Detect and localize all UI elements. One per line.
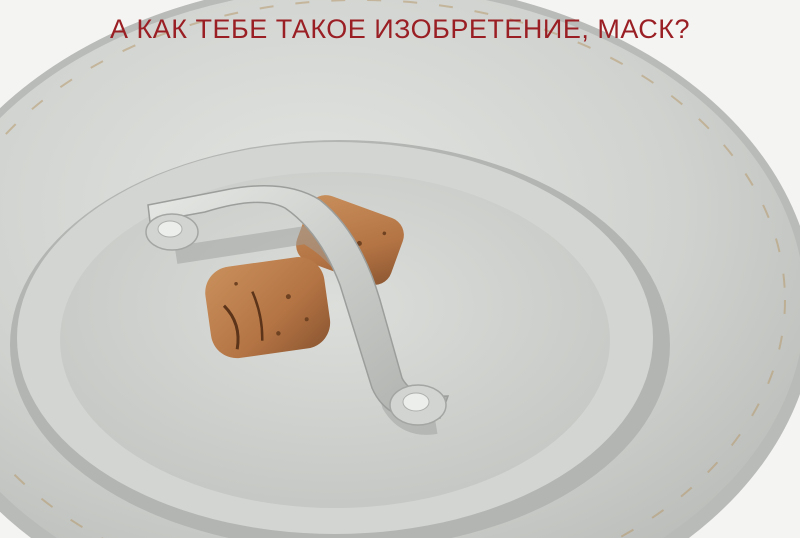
- meme-caption: А КАК ТЕБЕ ТАКОЕ ИЗОБРЕТЕНИЕ, МАСК?: [110, 14, 690, 44]
- rivet-right: [390, 385, 446, 425]
- rivet-left: [146, 214, 198, 250]
- cork-front: [202, 254, 334, 362]
